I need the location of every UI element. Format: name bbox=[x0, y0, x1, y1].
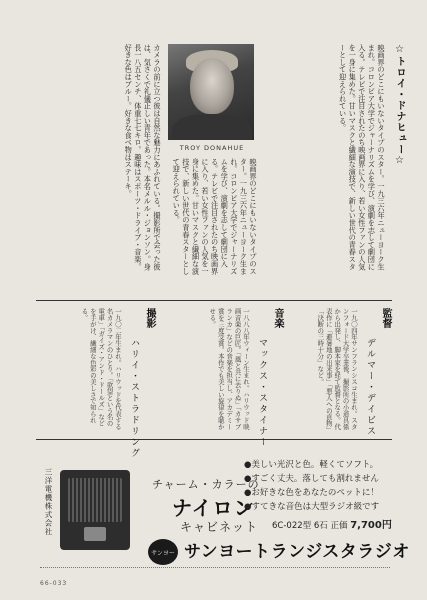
profile-text-left: カメラの前に立つ彼は自然な魅力にあふれている。撮影所で会った彼は、気さくで礼儀正しい青年であった。本名メルル・ジョンソン。身長一八五センチ、体重七七キロ。趣味はスポーツ・ドライブ・音楽。好きな色はブルー。好きな食べ物はステーキ。 bbox=[124, 44, 162, 271]
staff-role-director: 監督 bbox=[380, 308, 391, 328]
sanyo-logo-icon bbox=[148, 539, 178, 565]
staff-text-director: 一九〇四年サンフランシスコ生まれ。スタンフォード大学卒業後、撮影所の小道具係から出発し、脚本家を経て監督となる。代表作に「避暑地の出来事」「悪人への貢物」「決断の三時十分」など。 bbox=[316, 308, 358, 430]
ad-feature-item: ●すてきな音色は大型ラジオ級です bbox=[244, 502, 380, 512]
ad-feature-item: ●すごく丈夫。落しても割れません bbox=[244, 474, 379, 484]
staff-text-music: 一八八八年ウィーン生まれ。ハリウッド映画音楽の巨匠。「風と共に去りぬ」「カサブランカ」などの音楽を担当し、アカデミー賞を三度受賞。本作でも美しい旋律を聴かせる。 bbox=[208, 308, 250, 430]
ad-company-name: 三洋電機株式会社 bbox=[44, 468, 53, 536]
staff-name-camera: ハリイ・ストラドリング bbox=[129, 338, 139, 459]
footer-divider bbox=[40, 567, 390, 568]
ad-model-line bbox=[272, 516, 392, 531]
ad-feature-list bbox=[244, 458, 379, 514]
page-number: 66-033 bbox=[40, 580, 68, 587]
ad-transistor-count: 6石 bbox=[313, 521, 328, 531]
staff-name-director: デルマー・デイビス bbox=[365, 338, 375, 437]
profile-text-middle: 映画界のどこにもいないタイプのスター。一九三六年ニューヨーク生まれ。コロンビア大学でジャーナリズムを学び、演劇を志して劇団に入る。テレビで注目されたのち映画界に入り、若い女性ファンの人気を一身に集めた。甘いマスクと繊細な演技で、新しい世代の青春スターとして迎えられている。 bbox=[172, 158, 258, 275]
actor-portrait bbox=[168, 44, 254, 140]
ad-charm-text: チャーム・カラーの bbox=[152, 478, 260, 491]
portrait-caption: TROY DONAHUE bbox=[179, 144, 245, 152]
staff-role-camera: 撮影 bbox=[144, 308, 155, 328]
staff-role-music: 音楽 bbox=[272, 308, 283, 328]
ad-cabinet-text: キャビネット bbox=[180, 520, 259, 534]
ad-feature-item: ●お好きな色をあなたのペットに！ bbox=[244, 488, 379, 498]
ad-feature-item: ●美しい光沢と色。軽くてソフト。 bbox=[244, 460, 379, 470]
staff-name-music: マックス・スタイナー bbox=[257, 338, 267, 448]
ad-model-number: 6C-022型 bbox=[272, 521, 312, 531]
staff-text-camera: 一九〇二年生まれ。ハリウッドを代表する名カメラマンのひとり。「欲望という名の電車」「ガイズ・アンド・ドールズ」などを手がけ、繊細な色彩の美しさで知られる。 bbox=[80, 308, 122, 430]
ad-brand-name: サンヨートランジスタラジオ bbox=[184, 542, 410, 562]
sanyo-logo-text: サンヨー bbox=[151, 549, 175, 557]
ad-price-label: 正価 bbox=[330, 521, 348, 531]
profile-title: ☆トロイ・ドナヒュー☆ bbox=[394, 44, 405, 167]
ad-nylon-text: ナイロン bbox=[172, 496, 255, 520]
ad-price: 7,700円 bbox=[350, 520, 392, 531]
transistor-radio-image bbox=[60, 470, 130, 550]
profile-text-right: 映画界のどこにもいないタイプのスター。一九三六年ニューヨーク生まれ。コロンビア大学でジャーナリズムを学び、演劇を志して劇団に入る。テレビで注目されたのち映画界に入り、若い女性ファンの人気を一身に集めた。甘いマスクと繊細な演技で、新しい世代の青春スターとして迎えられている。 bbox=[338, 44, 386, 271]
